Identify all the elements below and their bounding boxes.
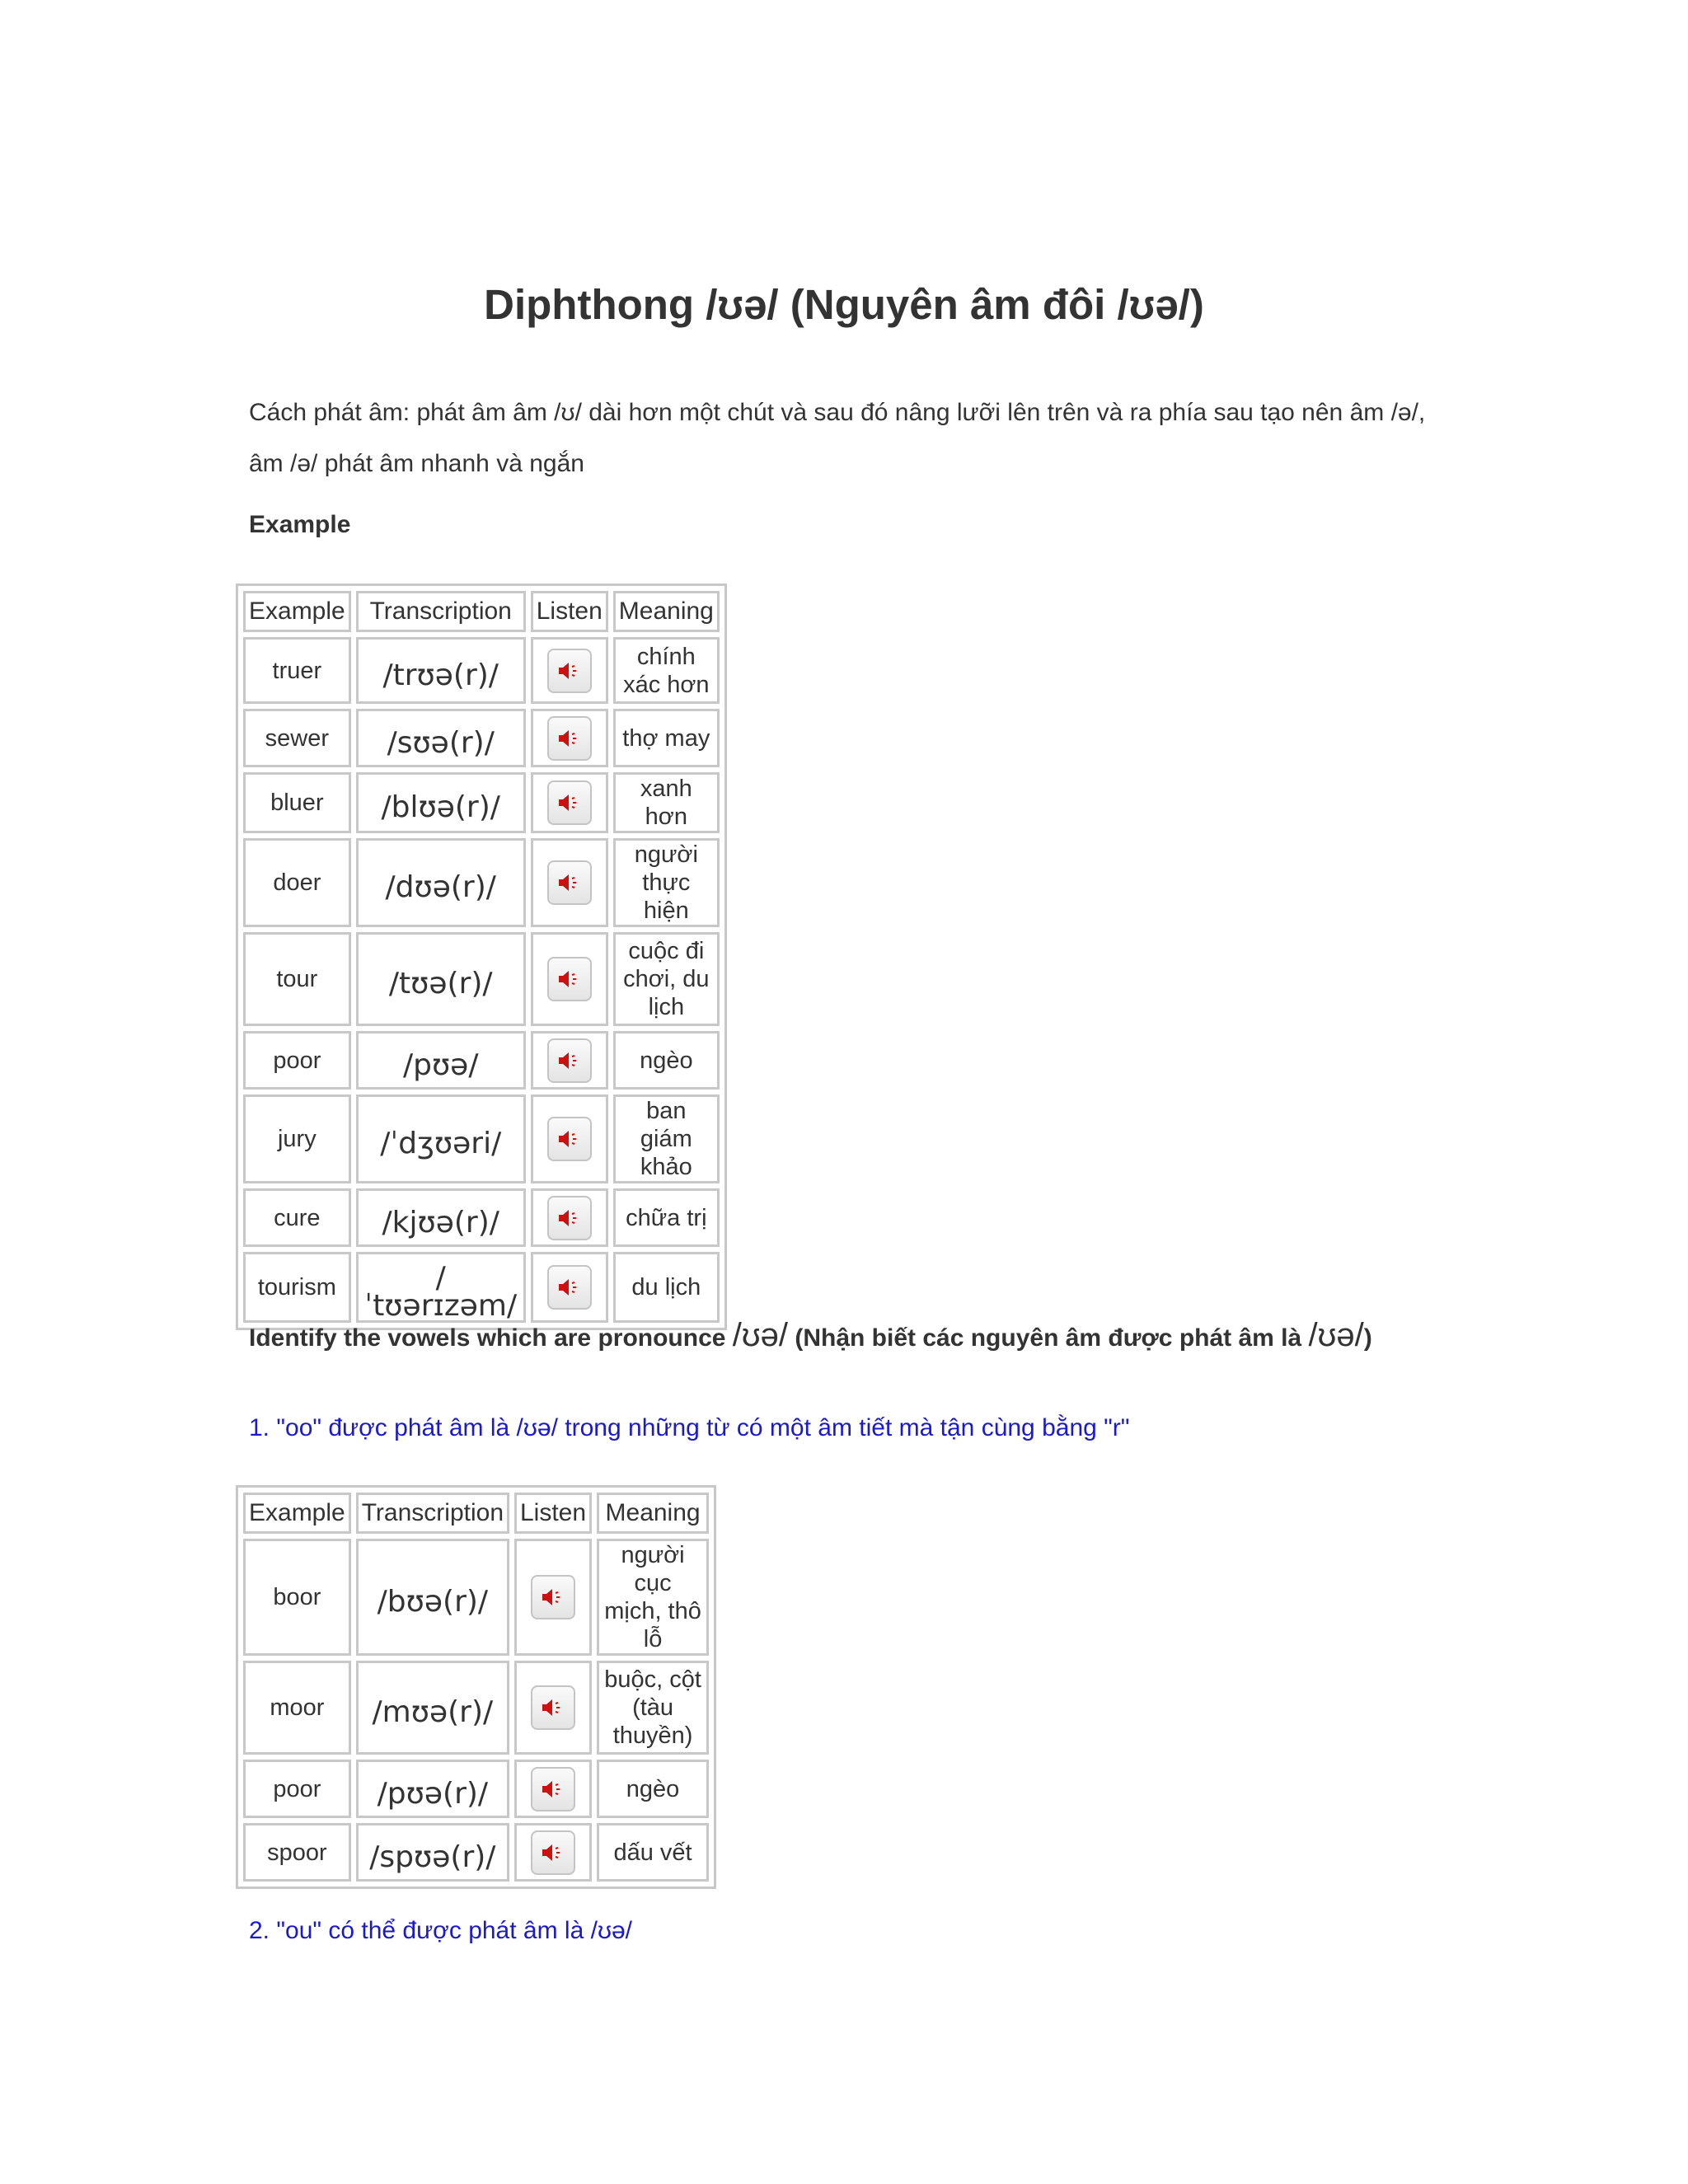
transcription-cell: /mʊə(r)/	[356, 1661, 509, 1755]
word-cell: moor	[243, 1661, 351, 1755]
meaning-cell: du lịch	[613, 1252, 720, 1323]
page-title: Diphthong /ʊə/ (Nguyên âm đôi /ʊə/)	[484, 281, 1204, 328]
table-row	[243, 1823, 709, 1882]
listen-cell	[531, 772, 608, 833]
transcription-cell: /bʊə(r)/	[356, 1539, 509, 1656]
meaning-cell: ngèo	[613, 1031, 720, 1090]
transcription-cell: /kjʊə(r)/	[356, 1188, 526, 1247]
oo-example-table	[236, 1485, 716, 1889]
table-row	[243, 1760, 709, 1818]
example-table	[236, 583, 727, 1330]
rule-1: 1. "oo" được phát âm là /ʊə/ trong những từ có một âm tiết mà tận cùng bằng "r"	[249, 1414, 1130, 1441]
identify-heading	[249, 1317, 1372, 1354]
table-row	[243, 1031, 720, 1090]
word-cell: jury	[243, 1094, 351, 1183]
table-row	[243, 1252, 720, 1323]
speaker-icon[interactable]	[531, 1830, 575, 1875]
word-cell: tour	[243, 932, 351, 1026]
listen-cell	[531, 1252, 608, 1323]
header-listen: Listen	[531, 591, 608, 632]
word-cell: poor	[243, 1760, 351, 1818]
speaker-icon[interactable]	[547, 1196, 592, 1240]
word-cell: sewer	[243, 709, 351, 767]
table-row	[243, 772, 720, 833]
speaker-icon[interactable]	[531, 1685, 575, 1730]
meaning-cell: người thực hiện	[613, 838, 720, 927]
header-meaning: Meaning	[597, 1493, 709, 1534]
meaning-cell: buộc, cột (tàu thuyền)	[597, 1661, 709, 1755]
table-row	[243, 637, 720, 704]
word-cell: boor	[243, 1539, 351, 1656]
table-row	[243, 709, 720, 767]
meaning-cell: chữa trị	[613, 1188, 720, 1247]
speaker-icon[interactable]	[547, 780, 592, 825]
transcription-cell: /sʊə(r)/	[356, 709, 526, 767]
meaning-cell: người cục mịch, thô lỗ	[597, 1539, 709, 1656]
transcription-cell: /pʊə/	[356, 1031, 526, 1090]
pronunciation-intro: Cách phát âm: phát âm âm /ʊ/ dài hơn một chút và sau đó nâng lưỡi lên trên và ra phía sau tạo nên âm /ə/, âm /ə/ phát âm nhanh và ngắn	[249, 399, 1426, 477]
header-transcription: Transcription	[356, 1493, 509, 1534]
table-row	[243, 932, 720, 1026]
word-cell: doer	[243, 838, 351, 927]
speaker-icon[interactable]	[547, 716, 592, 761]
transcription-cell: /tʊə(r)/	[356, 932, 526, 1026]
speaker-icon[interactable]	[547, 1038, 592, 1083]
word-cell: spoor	[243, 1823, 351, 1882]
speaker-icon[interactable]	[547, 860, 592, 905]
meaning-cell: dấu vết	[597, 1823, 709, 1882]
meaning-cell: ngèo	[597, 1760, 709, 1818]
speaker-icon[interactable]	[531, 1767, 575, 1811]
meaning-cell: chính xác hơn	[613, 637, 720, 704]
listen-cell	[514, 1539, 592, 1656]
transcription-cell: /spʊə(r)/	[356, 1823, 509, 1882]
meaning-cell: thợ may	[613, 709, 720, 767]
identify-ipa-2: /ʊə/	[1308, 1317, 1364, 1353]
transcription-cell: /blʊə(r)/	[356, 772, 526, 833]
word-cell: bluer	[243, 772, 351, 833]
listen-cell	[531, 637, 608, 704]
listen-cell	[531, 1031, 608, 1090]
word-cell: poor	[243, 1031, 351, 1090]
transcription-cell: /trʊə(r)/	[356, 637, 526, 704]
listen-cell	[531, 1188, 608, 1247]
table-row	[243, 1661, 709, 1755]
table-header-row	[243, 591, 720, 632]
listen-cell	[531, 709, 608, 767]
transcription-cell: /ˈdʒʊəri/	[356, 1094, 526, 1183]
table-row	[243, 1188, 720, 1247]
table-row	[243, 1539, 709, 1656]
word-cell: cure	[243, 1188, 351, 1247]
listen-cell	[531, 1094, 608, 1183]
transcription-cell: /dʊə(r)/	[356, 838, 526, 927]
header-meaning: Meaning	[613, 591, 720, 632]
meaning-cell: cuộc đi chơi, du lịch	[613, 932, 720, 1026]
header-example: Example	[243, 1493, 351, 1534]
listen-cell	[531, 838, 608, 927]
speaker-icon[interactable]	[547, 957, 592, 1001]
speaker-icon[interactable]	[547, 1117, 592, 1161]
speaker-icon[interactable]	[531, 1575, 575, 1619]
example-heading: Example	[249, 511, 351, 538]
identify-suffix: )	[1363, 1324, 1372, 1352]
word-cell: truer	[243, 637, 351, 704]
identify-middle: (Nhận biết các nguyên âm được phát âm là	[788, 1324, 1309, 1352]
table-row	[243, 838, 720, 927]
header-listen: Listen	[514, 1493, 592, 1534]
rule-2: 2. "ou" có thể được phát âm là /ʊə/	[249, 1917, 633, 1944]
listen-cell	[514, 1823, 592, 1882]
transcription-cell: /pʊə(r)/	[356, 1760, 509, 1818]
speaker-icon[interactable]	[547, 649, 592, 693]
meaning-cell: ban giám khảo	[613, 1094, 720, 1183]
listen-cell	[514, 1661, 592, 1755]
header-example: Example	[243, 591, 351, 632]
table-header-row	[243, 1493, 709, 1534]
identify-ipa-1: /ʊə/	[732, 1317, 788, 1353]
transcription-cell: /ˈtʊərɪzəm/	[356, 1252, 526, 1323]
header-transcription: Transcription	[356, 591, 526, 632]
word-cell: tourism	[243, 1252, 351, 1323]
listen-cell	[514, 1760, 592, 1818]
listen-cell	[531, 932, 608, 1026]
speaker-icon[interactable]	[547, 1265, 592, 1310]
table-row	[243, 1094, 720, 1183]
meaning-cell: xanh hơn	[613, 772, 720, 833]
identify-prefix: Identify the vowels which are pronounce	[249, 1324, 733, 1352]
